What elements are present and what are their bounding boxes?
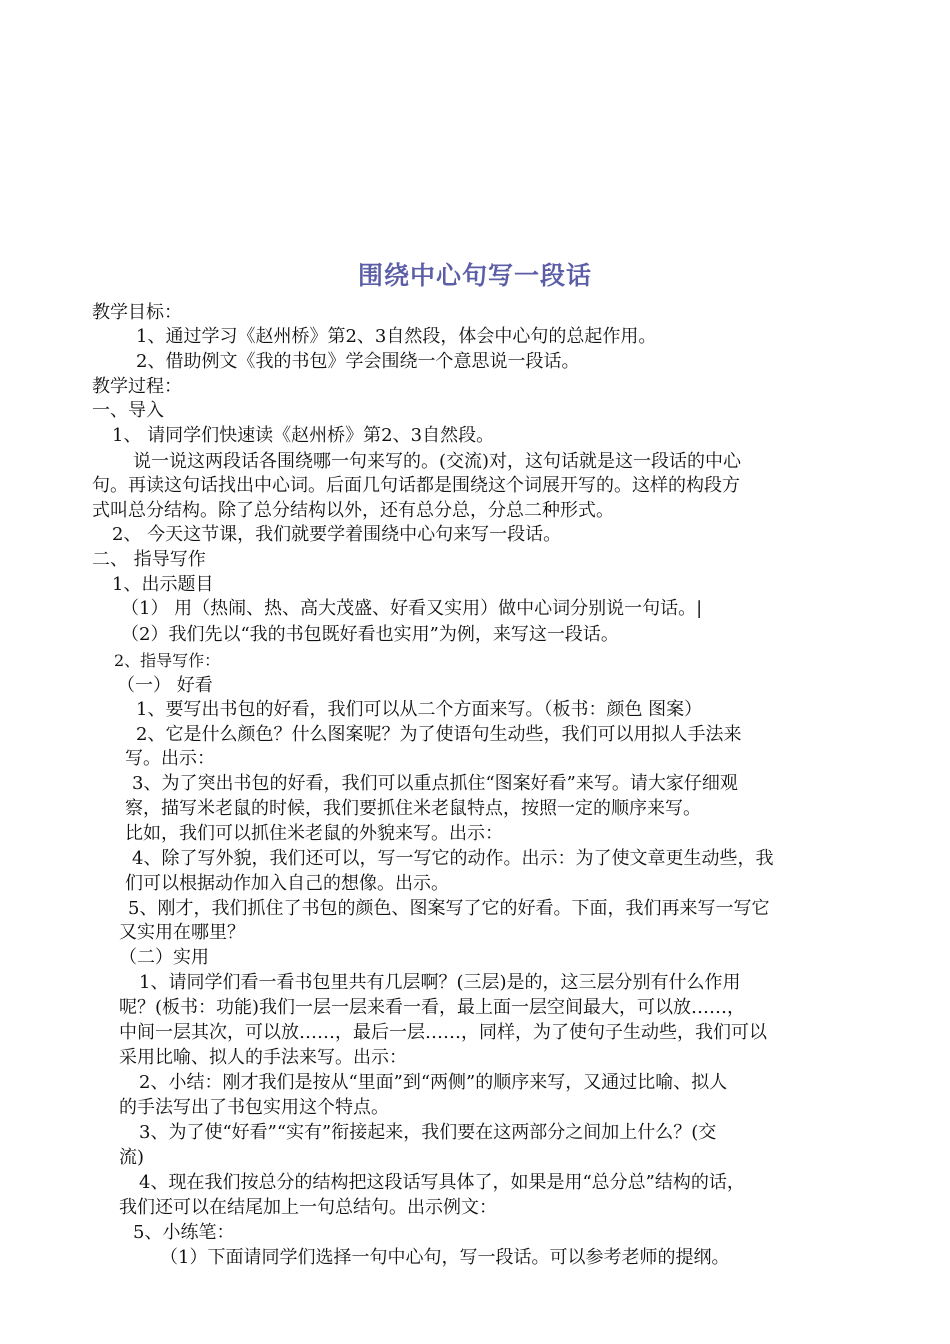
part-heading: 二、 指导写作 [92, 549, 206, 570]
text-line: 3、为了突出书包的好看，我们可以重点抓住“图案好看”来写。请大家仔细观 [132, 773, 738, 794]
text-line: 5、刚才，我们抓住了书包的颜色、图案写了它的好看。下面，我们再来写一写它 [128, 898, 770, 919]
sub-heading: （一） 好看 [117, 675, 213, 696]
text-line: 句。再读这句话找出中心词。后面几句话都是围绕这个词展开写的。这样的构段方 [92, 475, 740, 496]
text-line: 1、出示题目 [112, 574, 214, 595]
text-line: 写。出示： [125, 748, 215, 769]
text-line: 1、 请同学们快速读《赵州桥》第2、3自然段。 [112, 425, 495, 446]
section-heading-process: 教学过程： [92, 376, 182, 397]
document-title: 围绕中心句写一段话 [357, 261, 592, 290]
text-line: 呢？(板书：功能)我们一层一层来看一看，最上面一层空间最大，可以放……， [119, 997, 746, 1018]
text-line: 中间一层其次，可以放……，最后一层……，同样，为了使句子生动些，我们可以 [119, 1022, 767, 1043]
text-line: 比如，我们可以抓住米老鼠的外貌来写。出示： [125, 823, 503, 844]
section-heading-objectives: 教学目标： [92, 302, 182, 323]
text-line: 2、小结：刚才我们是按从“里面”到“两侧”的顺序来写，又通过比喻、拟人 [139, 1072, 728, 1093]
text-line: 我们还可以在结尾加上一句总结句。出示例文： [119, 1197, 497, 1218]
sub-heading: 2、指导写作： [114, 651, 221, 670]
text-line: 3、为了使“好看”“实有”衔接起来，我们要在这两部分之间加上什么？(交 [139, 1122, 717, 1143]
text-line: 2、它是什么颜色？什么图案呢？为了使语句生动些，我们可以用拟人手法来 [136, 724, 742, 745]
text-line: 又实用在哪里？ [119, 922, 245, 943]
text-line: 采用比喻、拟人的手法来写。出示： [119, 1047, 407, 1068]
objective-item: 1、通过学习《赵州桥》第2、3自然段，体会中心句的总起作用。 [136, 326, 657, 347]
objective-item: 2、借助例文《我的书包》学会围绕一个意思说一段话。 [136, 351, 580, 372]
part-heading: 一、导入 [92, 400, 164, 421]
text-line: 流) [119, 1147, 145, 1168]
text-line: 2、 今天这节课，我们就要学着围绕中心句来写一段话。 [112, 524, 562, 545]
text-line: 1、要写出书包的好看，我们可以从二个方面来写。（板书：颜色 图案） [136, 699, 703, 720]
text-line: 的手法写出了书包实用这个特点。 [119, 1097, 389, 1118]
text-line: 5、小练笔： [133, 1222, 235, 1243]
text-line: 们可以根据动作加入自己的想像。出示。 [125, 873, 449, 894]
text-line: （1）下面请同学们选择一句中心句，写一段话。可以参考老师的提纲。 [160, 1247, 730, 1268]
text-line: 4、现在我们按总分的结构把这段话写具体了，如果是用“总分总”结构的话， [139, 1172, 745, 1193]
text-line: （1） 用（热闹、热、高大茂盛、好看又实用）做中心词分别说一句话。| [121, 598, 703, 619]
text-line: 式叫总分结构。除了总分结构以外，还有总分总，分总二种形式。 [92, 500, 614, 521]
text-line: 1、请同学们看一看书包里共有几层啊？(三层)是的，这三层分别有什么作用 [139, 972, 741, 993]
sub-heading: （二）实用 [119, 947, 209, 968]
text-line: 说一说这两段话各围绕哪一句来写的。(交流)对，这句话就是这一段话的中心 [133, 451, 742, 472]
text-line: 察，描写米老鼠的时候，我们要抓住米老鼠特点，按照一定的顺序来写。 [125, 798, 701, 819]
text-line: （2）我们先以“我的书包既好看也实用”为例，来写这一段话。 [121, 624, 619, 645]
text-line: 4、除了写外貌，我们还可以，写一写它的动作。出示：为了使文章更生动些，我 [132, 848, 774, 869]
